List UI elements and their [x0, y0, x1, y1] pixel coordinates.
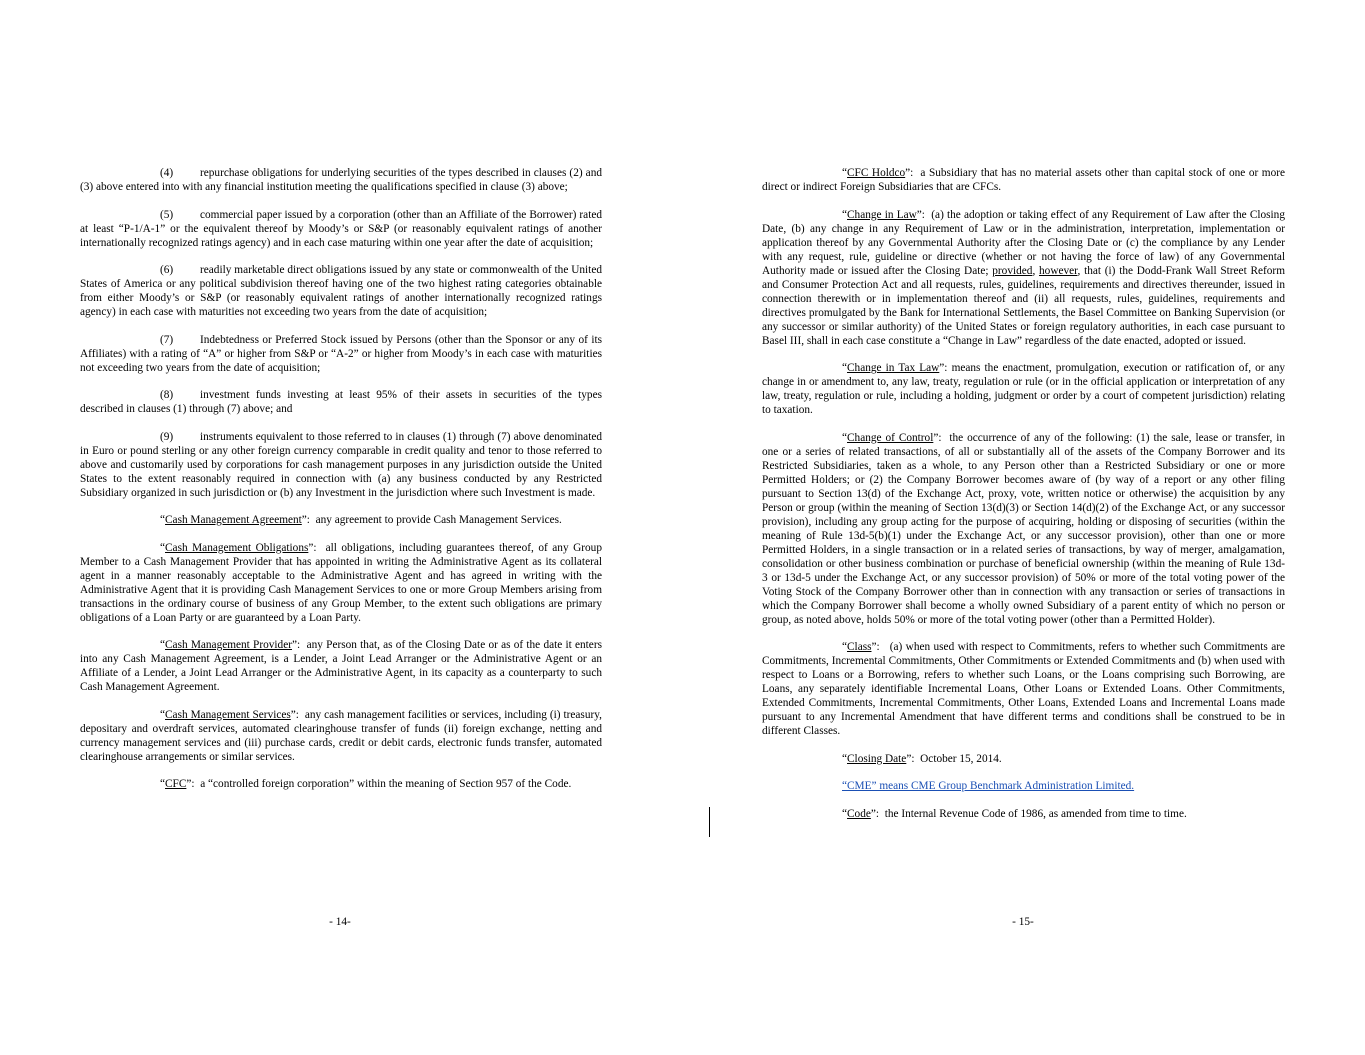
definition-text: a Subsidiary that has no material assets other than capital stock of one or more direct or indirect Foreign Subsidiaries that are CFCs. — [762, 167, 1285, 193]
definition-text: (a) the adoption or taking effect of any Requirement of Law after the Closing Date, (b) any change in any Requirement of Law or in the administration, interpretation, implementation or application thereof by any Governmental Authority after the Closing Date or (c) the compliance by any Lender with any request, rule, guideline or directive (whether or not having the force of law) of any Governmental Authority made or issued after the Closing Date; — [762, 208, 1285, 277]
definition-text: the occurrence of any of the following: (1) the sale, lease or transfer, in one or a series of related transactions, of all or substantially all of the assets of the Company Borrower and its Restricted Subsidiaries, taken as a whole, to any Person other than a Restricted Subsidiary or one or more Permitted Holders; or (2) the Company Borrower becomes aware of (by way of a report or any other filing pursuant to Section 13(d) of the Exchange Act, proxy, vote, written notice or otherwise) the acquisition by any Person or group (within the meaning of Section 13(d)(3) or Section 14(d)(2) of the Exchange Act, or any successor provision), including any group acting for the purpose of acquiring, holding or disposing of securities (within the meaning of Rule 13d-5(b)(1) under the Exchange Act, or any successor provision), other than one or more Permitted Holders, in a single transaction or in a related series of transactions, by way of merger, amalgamation, consolidation or other business combination or purchase of beneficial ownership (within the meaning of Rule 13d-3 or 13d-5 under the Exchange Act, or any successor provision) of 50% or more of the total voting power of the Voting Stock of the Company Borrower other than in connection with any transaction or series of transactions in which the Company Borrower shall become a wholly owned Subsidiary of a parent entity of which no person or group, as noted above, holds 50% or more of the total voting power (other than a Permitted Holder). — [762, 431, 1285, 626]
definition-change-of-control: “Change of Control”: the occurrence of any of the following: (1) the sale, lease or transfer, in one or a series of related transactions, of all or substantially all of the assets of the Company Borrower and its Restricted Subsidiaries, taken as a whole, to any Person other than a Restricted Subsidiary or one or more Permitted Holders; or (2) the Company Borrower becomes aware of (by way of a report or any other filing pursuant to Section 13(d) of the Exchange Act, proxy, vote, written notice or otherwise) the acquisition by any Person or group (within the meaning of Section 13(d)(3) or Section 14(d)(2) of the Exchange Act, or any successor provision), including any group acting for the purpose of acquiring, holding or disposing of securities (within the meaning of Rule 13d-5(b)(1) under the Exchange Act, or any successor provision), other than one or more Permitted Holders, in a single transaction or in a related series of transactions, by way of merger, amalgamation, consolidation or other business combination or purchase of beneficial ownership (within the meaning of Rule 13d-3 or 13d-5 under the Exchange Act, or any successor provision) of 50% or more of the total voting power of the Voting Stock of the Company Borrower other than in connection with any transaction or series of transactions in which the Company Borrower shall become a wholly owned Subsidiary of a parent entity of which no person or group, as noted above, holds 50% or more of the total voting power (other than a Permitted Holder). — [762, 431, 1285, 626]
clause-text: Indebtedness or Preferred Stock issued by Persons (other than the Sponsor or any of its Affiliates) with a rating of “A” or higher from S&P or “A-2” or higher from Moody’s in each case with maturities not exceeding two years from the date of acquisition; — [80, 333, 602, 374]
clause-text: repurchase obligations for underlying securities of the types described in clauses (2) and (3) above entered into with any financial institution meeting the qualifications specified in clause (3) above; — [80, 167, 602, 193]
provided-term: provided — [992, 264, 1033, 277]
page-15 — [682, 0, 1365, 1055]
defined-term: Change in Law — [847, 208, 917, 221]
definition-cash-management-agreement: “Cash Management Agreement”: any agreement to provide Cash Management Services. — [160, 514, 562, 526]
definition-cme — [762, 779, 1285, 793]
definition-cfc: “CFC”: a “controlled foreign corporation” within the meaning of Section 957 of the Code. — [160, 778, 572, 790]
definition-cash-management-services: “Cash Management Services”: any cash management facilities or services, including (i) treasury, depositary and overdraft services, automated clearinghouse transfer of funds (ii) foreign exchange, netting and currency management services and (iii) purchase cards, credit or debit cards, electronic funds transfer, automated clearinghouse arrangements or similar services. — [80, 708, 602, 763]
clause-number: (5) — [160, 208, 174, 221]
clause-number: (6) — [160, 264, 174, 276]
definition-text: the Internal Revenue Code of 1986, as amended from time to time. — [884, 807, 1187, 820]
clause-7 — [80, 333, 602, 375]
clause-text: commercial paper issued by a corporation (other than an Affiliate of the Borrower) rated at least “P-1/A-1” or the equivalent thereof by Moody’s or S&P (or reasonably equivalent ratings of another internationally recognized ratings agency) and in each case maturing within one year after the date of acquisition; — [80, 208, 602, 249]
definition-text: any Person that, as of the Closing Date or as of the date it enters into any Cash Management Agreement, is a Lender, a Joint Lead Arranger or the Administrative Agent or an Affiliate of a Lender, a Joint Lead Arranger or the Administrative Agent, in its capacity as a counterparty to such Cash Management Agreement. — [80, 639, 602, 693]
clause-9 — [80, 430, 602, 500]
clause-number: (9) — [160, 430, 174, 443]
definition-cash-management-obligations: “Cash Management Obligations”: all obligations, including guarantees thereof, of any Group Member to a Cash Management Provider that has appointed in writing the Administrative Agent as its collateral agent in a manner reasonably acceptable to the Administrative Agent and has agreed in writing with the Administrative Agent that it is providing Cash Management Services to one or more Group Members arising from transactions in the ordinary course of business of any Group Member, to the extent such obligations are primary obligations of a Loan Party or are guaranteed by a Loan Party. — [80, 541, 602, 624]
definition-text: any agreement to provide Cash Management Services. — [315, 514, 562, 526]
definition-cfc-holdco: “CFC Holdco”: a Subsidiary that has no material assets other than capital stock of one or more direct or indirect Foreign Subsidiaries that are CFCs. — [762, 167, 1285, 193]
clause-5 — [80, 208, 602, 250]
definition-text: a “controlled foreign corporation” within the meaning of Section 957 of the Code. — [200, 778, 572, 790]
defined-term: Change of Control — [847, 431, 934, 444]
clause-number: (8) — [160, 389, 174, 401]
definition-change-in-tax-law: “Change in Tax Law”: means the enactment, promulgation, execution or ratification of, or any change in or amendment to, any law, treaty, regulation or rule (or in the official application or interpretation of any law, treaty, regulation or rule, including a holding, judgment or order by a court of competent jurisdiction) relating to taxation. — [762, 362, 1285, 416]
defined-term: Cash Management Services — [165, 708, 291, 721]
clause-text: instruments equivalent to those referred to in clauses (1) through (7) above denominated in Euro or pound sterling or any other foreign currency comparable in credit quality and tenor to those referred to above and customarily used by corporations for cash management purposes in any jurisdiction outside the United States to the extent reasonably required in connection with (a) any business conducted by any Restricted Subsidiary organized in such jurisdiction or (b) any Investment in the jurisdiction where such Investment is made. — [80, 430, 602, 499]
defined-term: CFC — [165, 778, 187, 790]
definition-closing-date: “Closing Date”: October 15, 2014. — [842, 752, 1002, 765]
page-number: - 14- — [329, 916, 351, 928]
clause-text: investment funds investing at least 95% of their assets in securities of the types described in clauses (1) through (7) above; and — [80, 389, 602, 415]
clause-number: (7) — [160, 333, 174, 346]
definition-text-continued: that (i) the Dodd-Frank Wall Street Reform and Consumer Protection Act and all requests, rules, guidelines, requirements and directives thereunder, issued in connection therewith or in implementation thereof and (ii) all requests, rules, guidelines, requirements and directives promulgated by the Bank for International Settlements, the Basel Committee on Banking Supervision (or any successor or similar authority) of the United States or foreign regulatory authorities, in each case pursuant to Basel III, shall in each case constitute a “Change in Law” regardless of the date enacted, adopted or issued. — [762, 264, 1285, 347]
definition-cash-management-provider: “Cash Management Provider”: any Person that, as of the Closing Date or as of the date it enters into any Cash Management Agreement, is a Lender, a Joint Lead Arranger or the Administrative Agent or an Affiliate of a Lender, a Joint Lead Arranger or the Administrative Agent, in its capacity as a counterparty to such Cash Management Agreement. — [80, 639, 602, 693]
however-term: however — [1039, 264, 1078, 277]
defined-term: Class — [847, 641, 872, 653]
definition-text: means the enactment, promulgation, execution or ratification of, or any change in or amendment to, any law, treaty, regulation or rule (or in the official application or interpretation of any law, treaty, regulation or rule, including a holding, judgment or order by a court of competent jurisdiction) relating to taxation. — [762, 362, 1285, 416]
defined-term: Change in Tax Law — [847, 362, 940, 374]
defined-term: Closing Date — [847, 752, 907, 765]
definition-text: any cash management facilities or services, including (i) treasury, depositary and overdraft services, automated clearinghouse transfer of funds (ii) foreign exchange, netting and currency management services and (iii) purchase cards, credit or debit cards, electronic funds transfer, automated clearinghouse arrangements or similar services. — [80, 708, 602, 763]
definition-text: October 15, 2014. — [920, 752, 1002, 765]
defined-term: Cash Management Agreement — [165, 514, 302, 526]
defined-term: CFC Holdco — [847, 167, 906, 179]
definition-text: (a) when used with respect to Commitments, refers to whether such Commitments are Commitments, Incremental Commitments, Other Commitments or Extended Commitments and (b) when used with respect to Loans or a Borrowing, refers to whether such Loans, or the Loans comprising such Borrowing, are Loans, any separately identifiable Incremental Loans, Other Loans or Extended Loans. Other Commitments, Extended Commitments, Incremental Commitments, Other Loans, Extended Loans and Incremental Loans made pursuant to any Incremental Amendment that have different terms and conditions shall be construed to be in different Classes. — [762, 641, 1285, 737]
clause-8 — [80, 388, 602, 416]
page-15-text-column — [762, 166, 1285, 834]
definition-class: “Class”: (a) when used with respect to Commitments, refers to whether such Commitments are Commitments, Incremental Commitments, Other Commitments or Extended Commitments and (b) when used with respect to Loans or a Borrowing, refers to whether such Loans, or the Loans comprising such Borrowing, are Loans, any separately identifiable Incremental Loans, Other Loans or Extended Loans. Other Commitments, Extended Commitments, Incremental Commitments, Other Loans, Extended Loans and Incremental Loans made pursuant to any Incremental Amendment that have different terms and conditions shall be construed to be in different Classes. — [762, 641, 1285, 737]
clause-number: (4) — [160, 167, 174, 179]
page-14-text-column — [80, 166, 602, 805]
clause-6 — [80, 263, 602, 319]
defined-term: Cash Management Provider — [165, 639, 292, 651]
defined-term: Cash Management Obligations — [165, 541, 309, 554]
definition-code: “Code”: the Internal Revenue Code of 1986, as amended from time to time. — [842, 807, 1187, 820]
clause-text: readily marketable direct obligations issued by any state or commonwealth of the United States of America or any political subdivision thereof having one of the two highest rating categories obtainable from either Moody’s or S&P (or reasonably equivalent ratings of another internationally recognized ratings agency) in each case with maturities not exceeding two years from the date of acquisition; — [80, 264, 602, 318]
definition-text: all obligations, including guarantees thereof, of any Group Member to a Cash Management Provider that has appointed in writing the Administrative Agent as its collateral agent in a manner reasonably acceptable to the Administrative Agent and has agreed in writing with the Administrative Agent that it is providing Cash Management Services to one or more Group Members arising from transactions in the ordinary course of business of any Group Member, to the extent such obligations are primary obligations of a Loan Party or are guaranteed by a Loan Party. — [80, 541, 602, 624]
defined-term: Code — [847, 807, 871, 820]
clause-4 — [80, 166, 602, 194]
definition-change-in-law: “Change in Law”: (a) the adoption or taking effect of any Requirement of Law after the Closing Date, (b) any change in any Requirement of Law or in the administration, interpretation, implementation or application thereof by any Governmental Authority after the Closing Date or (c) the compliance by any Lender with any request, rule, guideline or directive (whether or not having the force of law) of any Governmental Authority made or issued after the Closing Date; provided, however, that (i) the Dodd-Frank Wall Street Reform and Consumer Protection Act and all requests, rules, guidelines, requirements and directives thereunder, issued in connection therewith or in implementation thereof and (ii) all requests, rules, guidelines, requirements and directives promulgated by the Bank for International Settlements, the Basel Committee on Banking Supervision (or any successor or similar authority) of the United States or foreign regulatory authorities, in each case pursuant to Basel III, shall in each case constitute a “Change in Law” regardless of the date enacted, adopted or issued. — [762, 208, 1285, 347]
page-14 — [0, 0, 682, 1055]
page-number: - 15- — [1012, 916, 1034, 928]
cme-inserted-text[interactable]: “CME” means CME Group Benchmark Administration Limited. — [842, 780, 1135, 792]
